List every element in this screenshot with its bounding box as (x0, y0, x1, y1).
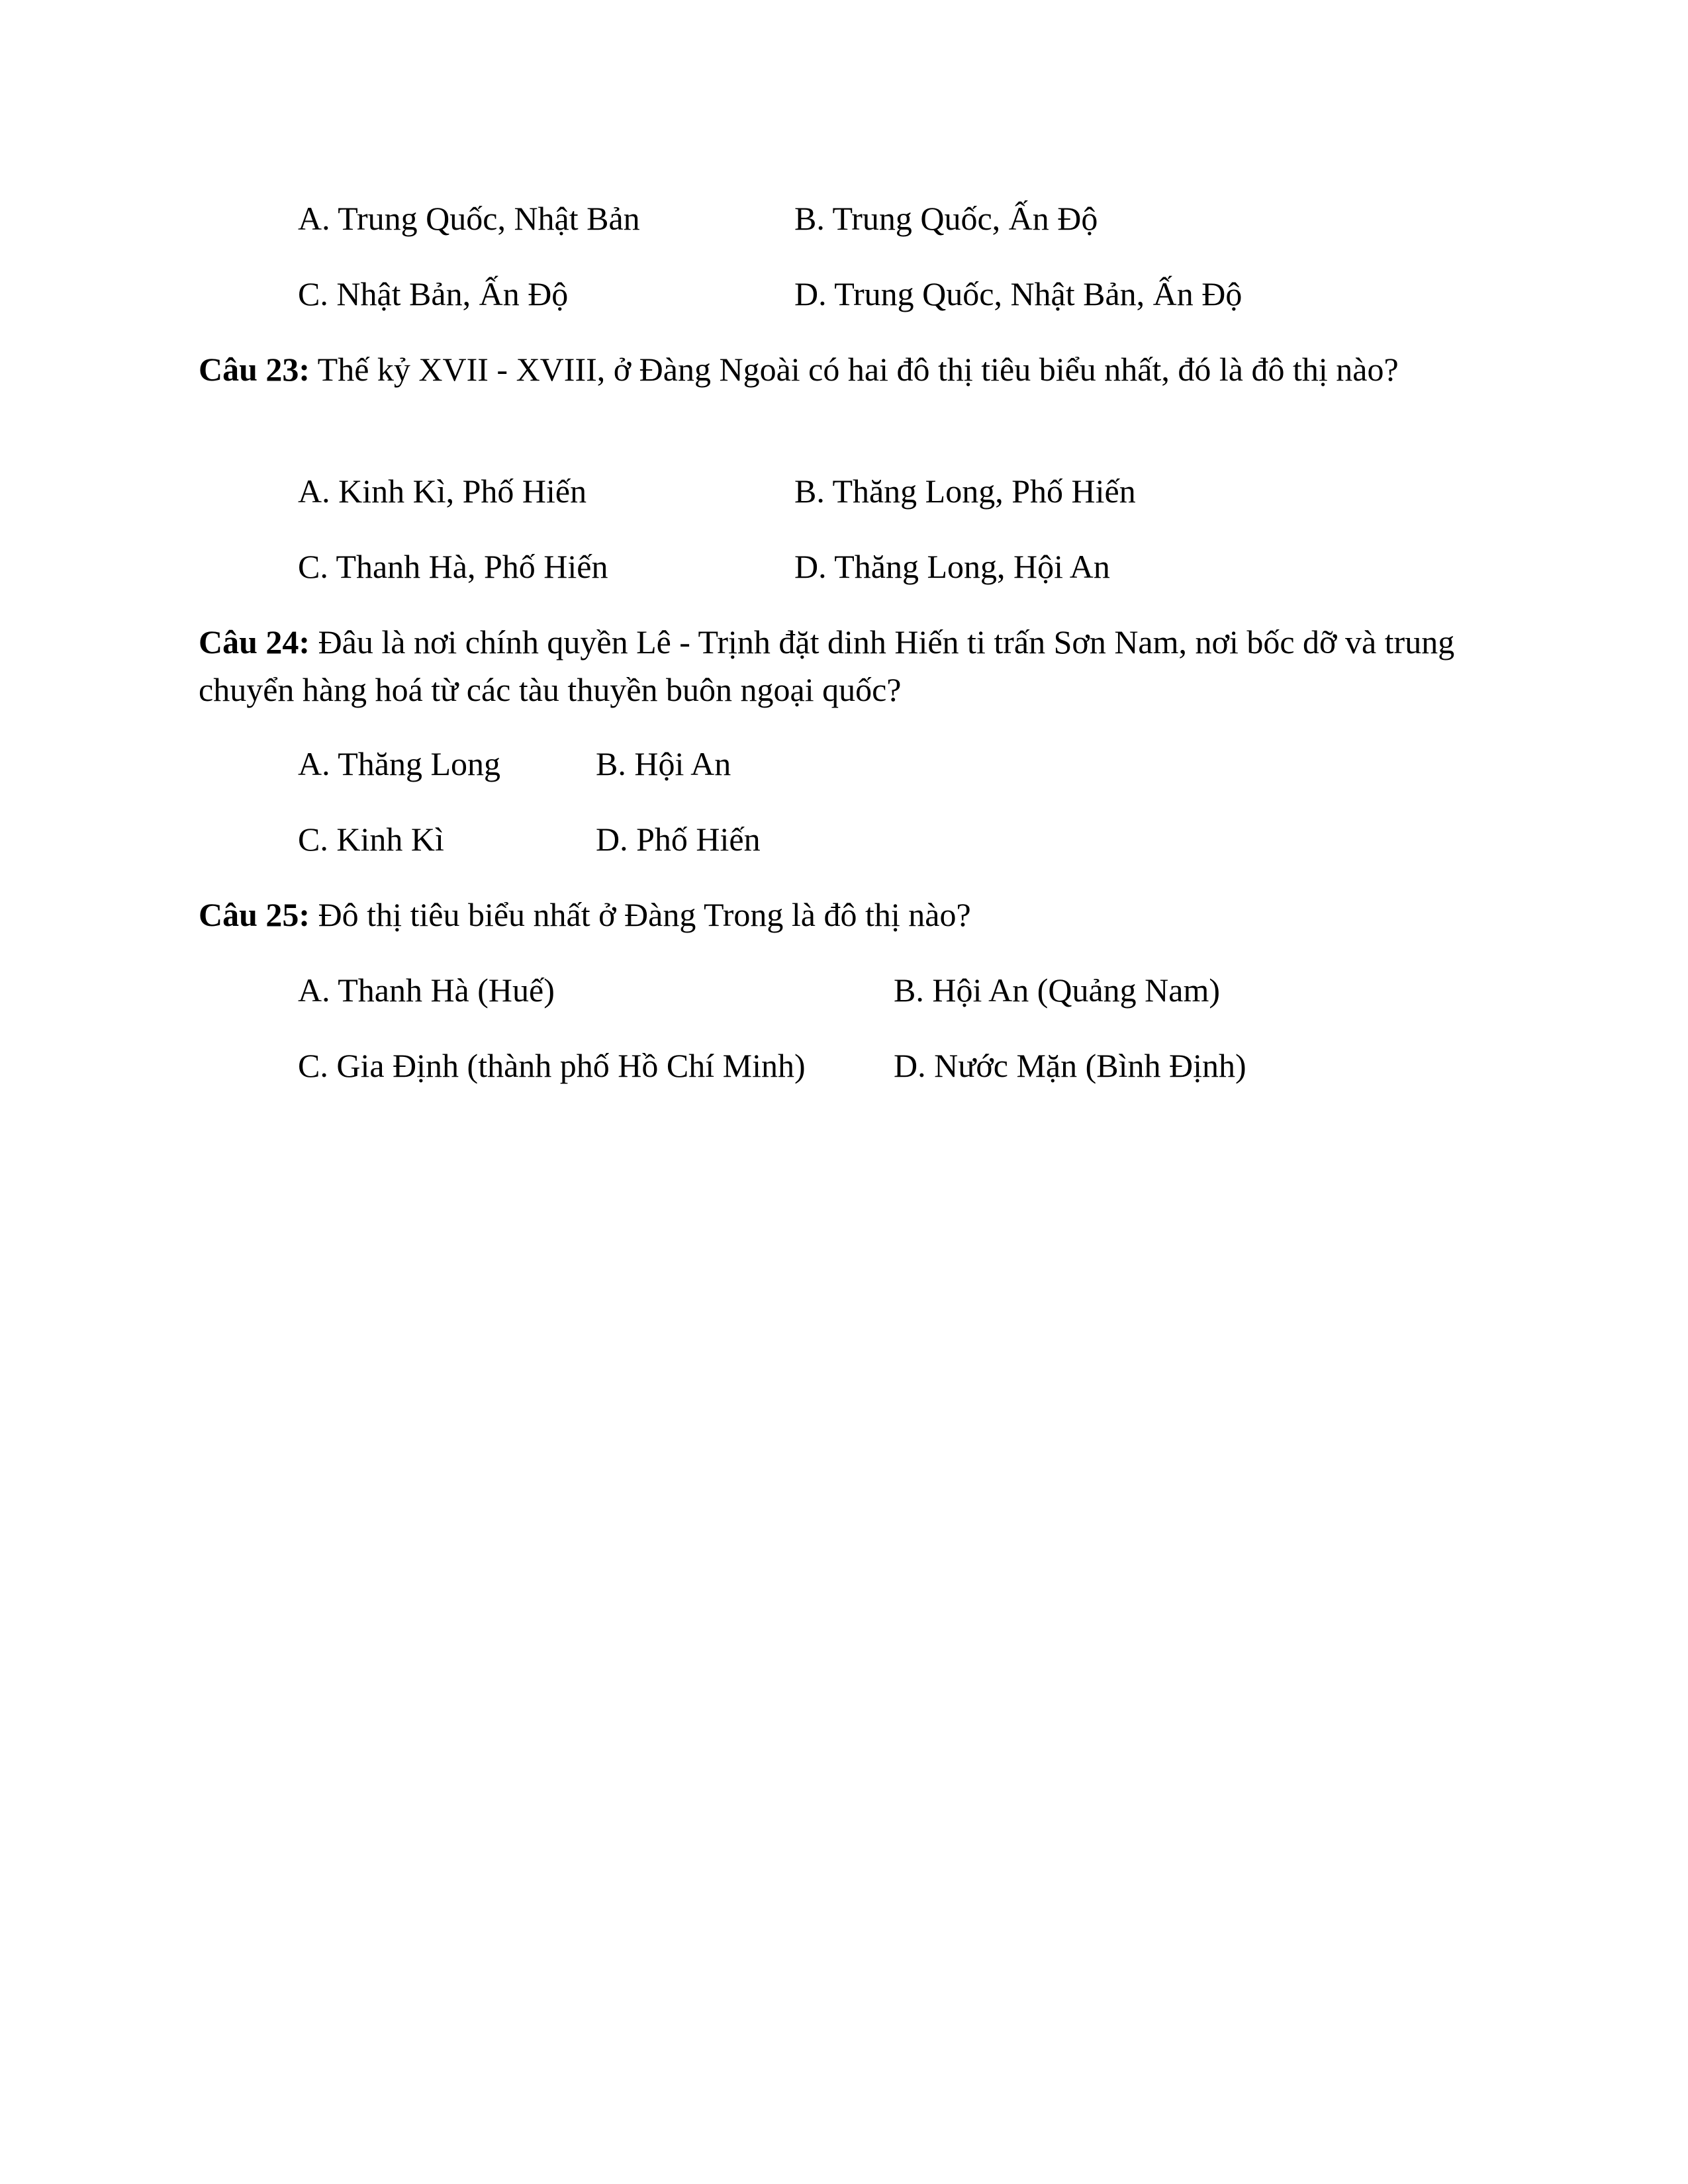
q23-option-c: C. Thanh Hà, Phố Hiến (298, 548, 608, 585)
q23-option-a: A. Kinh Kì, Phố Hiến (298, 473, 587, 510)
q23-option-b: B. Thăng Long, Phố Hiến (794, 473, 1136, 510)
q25-text: Đô thị tiêu biểu nhất ở Đàng Trong là đô thị nào? (310, 896, 971, 933)
q24-option-b: B. Hội An (596, 745, 731, 782)
q24-stem (199, 618, 1489, 713)
q22-option-c: C. Nhật Bản, Ấn Độ (298, 275, 569, 312)
q25-stem (199, 891, 971, 938)
q22-option-b: B. Trung Quốc, Ấn Độ (794, 200, 1098, 237)
q24-option-d: D. Phố Hiến (596, 821, 761, 858)
q24-option-a: A. Thăng Long (298, 745, 500, 782)
q22-option-d: D. Trung Quốc, Nhật Bản, Ấn Độ (794, 275, 1243, 312)
q23-stem (199, 345, 1489, 393)
q23-label: Câu 23: (199, 351, 310, 388)
q25-option-c: C. Gia Định (thành phố Hồ Chí Minh) (298, 1047, 806, 1084)
q24-option-c: C. Kinh Kì (298, 821, 444, 858)
q24-text: Đâu là nơi chính quyền Lê - Trịnh đặt dinh Hiến ti trấn Sơn Nam, nơi bốc dỡ và trung chuyển hàng hoá từ các tàu thuyền buôn ngoại quốc? (199, 623, 1455, 708)
q23-text: Thế kỷ XVII - XVIII, ở Đàng Ngoài có hai đô thị tiêu biểu nhất, đó là đô thị nào? (310, 351, 1399, 388)
q25-label: Câu 25: (199, 896, 310, 933)
q25-option-d: D. Nước Mặn (Bình Định) (894, 1047, 1246, 1084)
q25-option-b: B. Hội An (Quảng Nam) (894, 972, 1220, 1009)
q23-option-d: D. Thăng Long, Hội An (794, 548, 1110, 585)
q24-label: Câu 24: (199, 623, 310, 660)
q22-option-a: A. Trung Quốc, Nhật Bản (298, 200, 640, 237)
q25-option-a: A. Thanh Hà (Huế) (298, 972, 555, 1009)
